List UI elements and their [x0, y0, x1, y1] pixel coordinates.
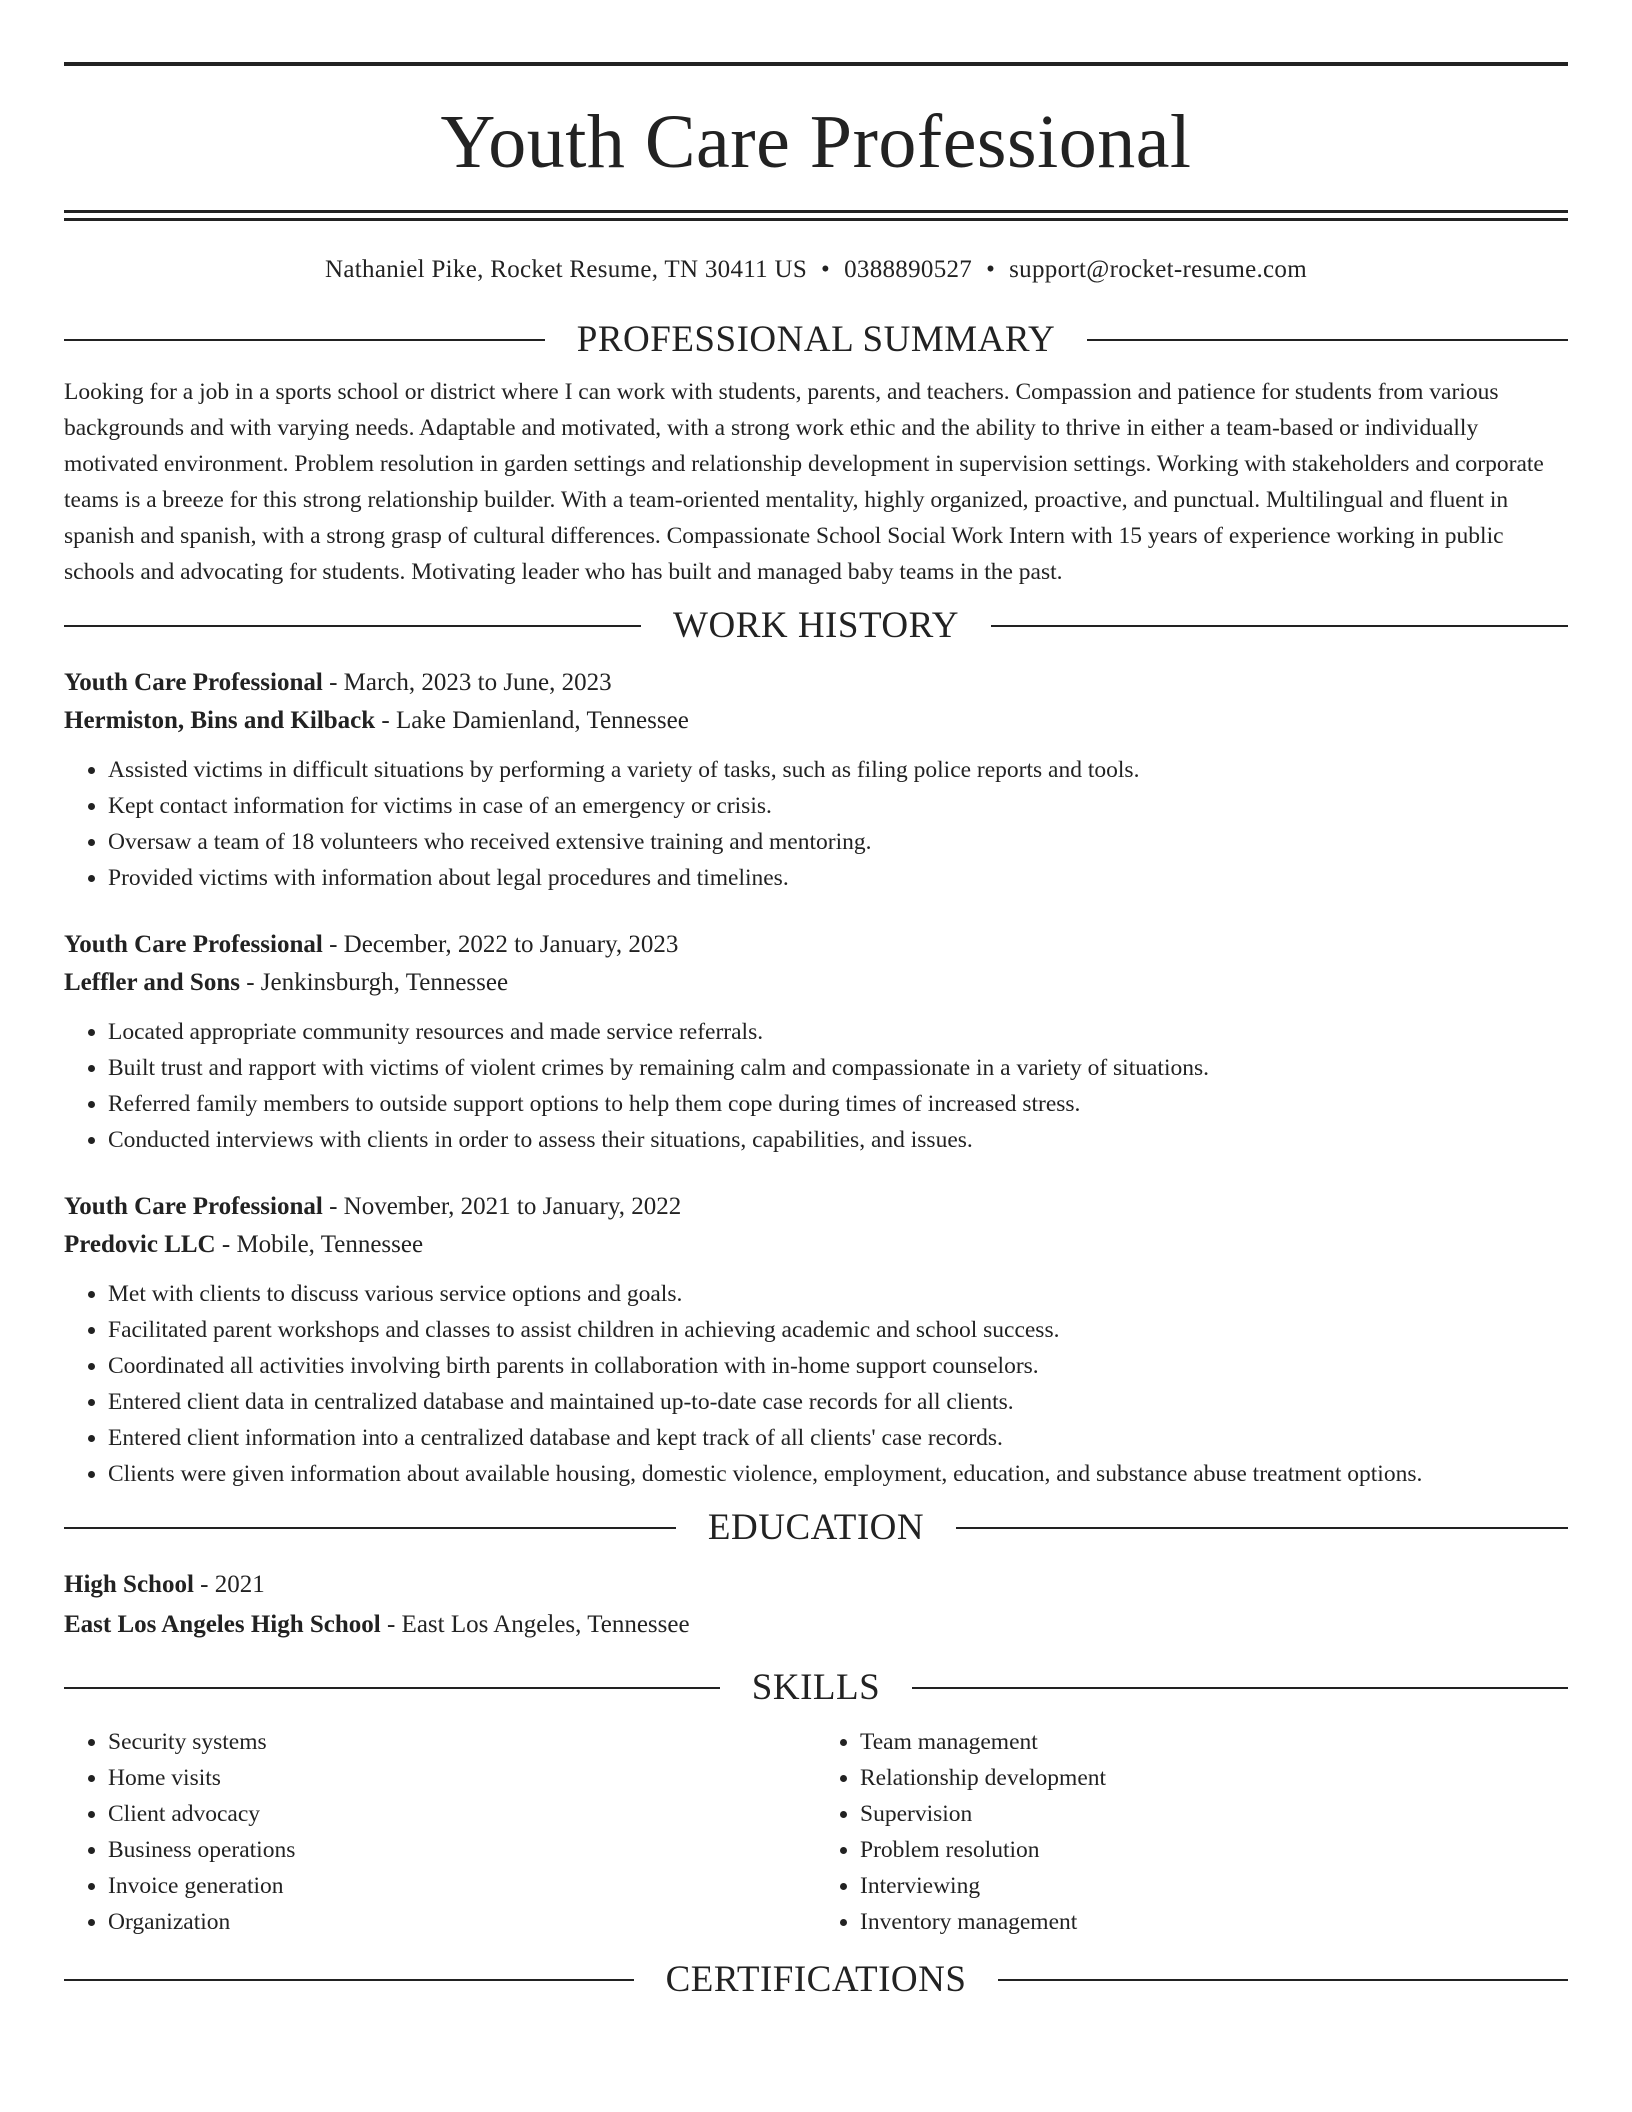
education-school-line [64, 1606, 1568, 1644]
job-title-line [64, 664, 1568, 702]
skills-list-left [64, 1724, 816, 1940]
heading-rule-left [64, 1687, 720, 1689]
job-dates: - March, 2023 to June, 2023 [322, 669, 612, 696]
education-year: - 2021 [193, 1571, 265, 1598]
job-company: Hermiston, Bins and Kilback [64, 707, 376, 734]
job-bullets [64, 1276, 1568, 1492]
work-history-heading: WORK HISTORY [673, 605, 959, 646]
skill-item: • Business operations [108, 1832, 816, 1868]
job-title: Youth Care Professional [64, 1193, 323, 1220]
certifications-section-heading [64, 1958, 1568, 2002]
skill-item: • Supervision [860, 1796, 1568, 1832]
job-company-line [64, 1226, 1568, 1264]
job-title-line [64, 1188, 1568, 1226]
heading-rule-left [64, 1527, 676, 1529]
skill-item: • Interviewing [860, 1868, 1568, 1904]
education-school: East Los Angeles High School [64, 1611, 381, 1638]
heading-rule-left [64, 1979, 634, 1981]
summary-section-heading [64, 318, 1568, 362]
summary-text: Looking for a job in a sports school or district where I can work with students, parents, and teachers. Compassion and patience for students from various backgrounds and with varying needs. Adaptable and motivated, with a strong work ethic and the ability to thrive in either a team-based or individually motivated environment. Problem resolution in garden settings and relationship development in supervision settings. Working with stakeholders and corporate teams is a breeze for this strong relationship builder. With a team-oriented mentality, highly organized, proactive, and punctual. Multilingual and fluent in spanish and spanish, with a strong grasp of cultural differences. Compassionate School Social Work Intern with 15 years of experience working in public schools and advocating for students. Motivating leader who has built and managed baby teams in the past. [64, 379, 1544, 585]
summary-heading: PROFESSIONAL SUMMARY [576, 319, 1056, 360]
job-bullet: • Met with clients to discuss various service options and goals. [108, 1276, 1568, 1312]
skills-list-right [816, 1724, 1568, 1940]
job-location: - Lake Damienland, Tennessee [375, 707, 689, 734]
contact-line [64, 256, 1568, 284]
job-entry [64, 926, 1568, 1158]
skill-item: • Team management [860, 1724, 1568, 1760]
resume-page [64, 62, 1568, 2002]
job-bullet: • Located appropriate community resources and made service referrals. [108, 1014, 1568, 1050]
skills-heading: SKILLS [751, 1667, 881, 1708]
skill-item: • Invoice generation [108, 1868, 816, 1904]
education-degree-line [64, 1566, 1568, 1604]
job-location: - Jenkinsburgh, Tennessee [239, 969, 509, 996]
job-bullet: • Entered client information into a centralized database and kept track of all clients' case records. [108, 1420, 1568, 1456]
education-section-heading [64, 1506, 1568, 1550]
job-title-line [64, 926, 1568, 964]
education-location: - East Los Angeles, Tennessee [380, 1611, 690, 1638]
skill-item: • Organization [108, 1904, 816, 1940]
job-bullet: • Built trust and rapport with victims of violent crimes by remaining calm and compassionate in a variety of situations. [108, 1050, 1568, 1086]
contact-separator: • [821, 256, 831, 283]
top-rule [64, 62, 1568, 66]
heading-rule-left [64, 625, 641, 627]
job-bullet: • Provided victims with information about legal procedures and timelines. [108, 860, 1568, 896]
skill-item: • Problem resolution [860, 1832, 1568, 1868]
title-double-rule [64, 210, 1568, 221]
job-entry [64, 1188, 1568, 1492]
skill-item: • Inventory management [860, 1904, 1568, 1940]
job-bullet: • Referred family members to outside support options to help them cope during times of increased stress. [108, 1086, 1568, 1122]
job-bullet: • Clients were given information about available housing, domestic violence, employment, education, and substance abuse treatment options. [108, 1456, 1568, 1492]
job-bullet: • Kept contact information for victims in case of an emergency or crisis. [108, 788, 1568, 824]
contact-address: Nathaniel Pike, Rocket Resume, TN 30411 US [325, 256, 808, 283]
job-dates: - November, 2021 to January, 2022 [322, 1193, 682, 1220]
resume-title: Youth Care Professional [440, 100, 1192, 184]
certifications-heading: CERTIFICATIONS [665, 1959, 967, 2000]
contact-phone: 0388890527 [844, 256, 973, 283]
contact-email: support@rocket-resume.com [1009, 256, 1307, 283]
job-company-line [64, 964, 1568, 1002]
skills-columns [64, 1724, 1568, 1940]
job-bullet: • Assisted victims in difficult situations by performing a variety of tasks, such as filing police reports and tools. [108, 752, 1568, 788]
heading-rule-right [956, 1527, 1568, 1529]
job-title: Youth Care Professional [64, 931, 323, 958]
skill-item: • Security systems [108, 1724, 816, 1760]
job-title: Youth Care Professional [64, 669, 323, 696]
education-heading: EDUCATION [707, 1507, 925, 1548]
heading-rule-right [912, 1687, 1568, 1689]
skill-item: • Relationship development [860, 1760, 1568, 1796]
heading-rule-right [1087, 339, 1568, 341]
skill-item: • Home visits [108, 1760, 816, 1796]
work-history-section-heading [64, 604, 1568, 648]
contact-separator: • [986, 256, 996, 283]
job-location: - Mobile, Tennessee [215, 1231, 424, 1258]
job-bullet: • Oversaw a team of 18 volunteers who received extensive training and mentoring. [108, 824, 1568, 860]
job-bullets [64, 1014, 1568, 1158]
job-bullet: • Conducted interviews with clients in order to assess their situations, capabilities, and issues. [108, 1122, 1568, 1158]
heading-rule-right [998, 1979, 1568, 1981]
education-degree: High School [64, 1571, 194, 1598]
job-bullet: • Coordinated all activities involving birth parents in collaboration with in-home support counselors. [108, 1348, 1568, 1384]
skill-item: • Client advocacy [108, 1796, 816, 1832]
job-bullets [64, 752, 1568, 896]
job-company-line [64, 702, 1568, 740]
education-entry [64, 1566, 1568, 1644]
job-company: Predovic LLC [64, 1231, 216, 1258]
job-company: Leffler and Sons [64, 969, 240, 996]
skills-section-heading [64, 1666, 1568, 1710]
job-bullet: • Entered client data in centralized database and maintained up-to-date case records for all clients. [108, 1384, 1568, 1420]
heading-rule-left [64, 339, 545, 341]
heading-rule-right [991, 625, 1568, 627]
job-entry [64, 664, 1568, 896]
job-bullet: • Facilitated parent workshops and classes to assist children in achieving academic and school success. [108, 1312, 1568, 1348]
job-dates: - December, 2022 to January, 2023 [322, 931, 679, 958]
